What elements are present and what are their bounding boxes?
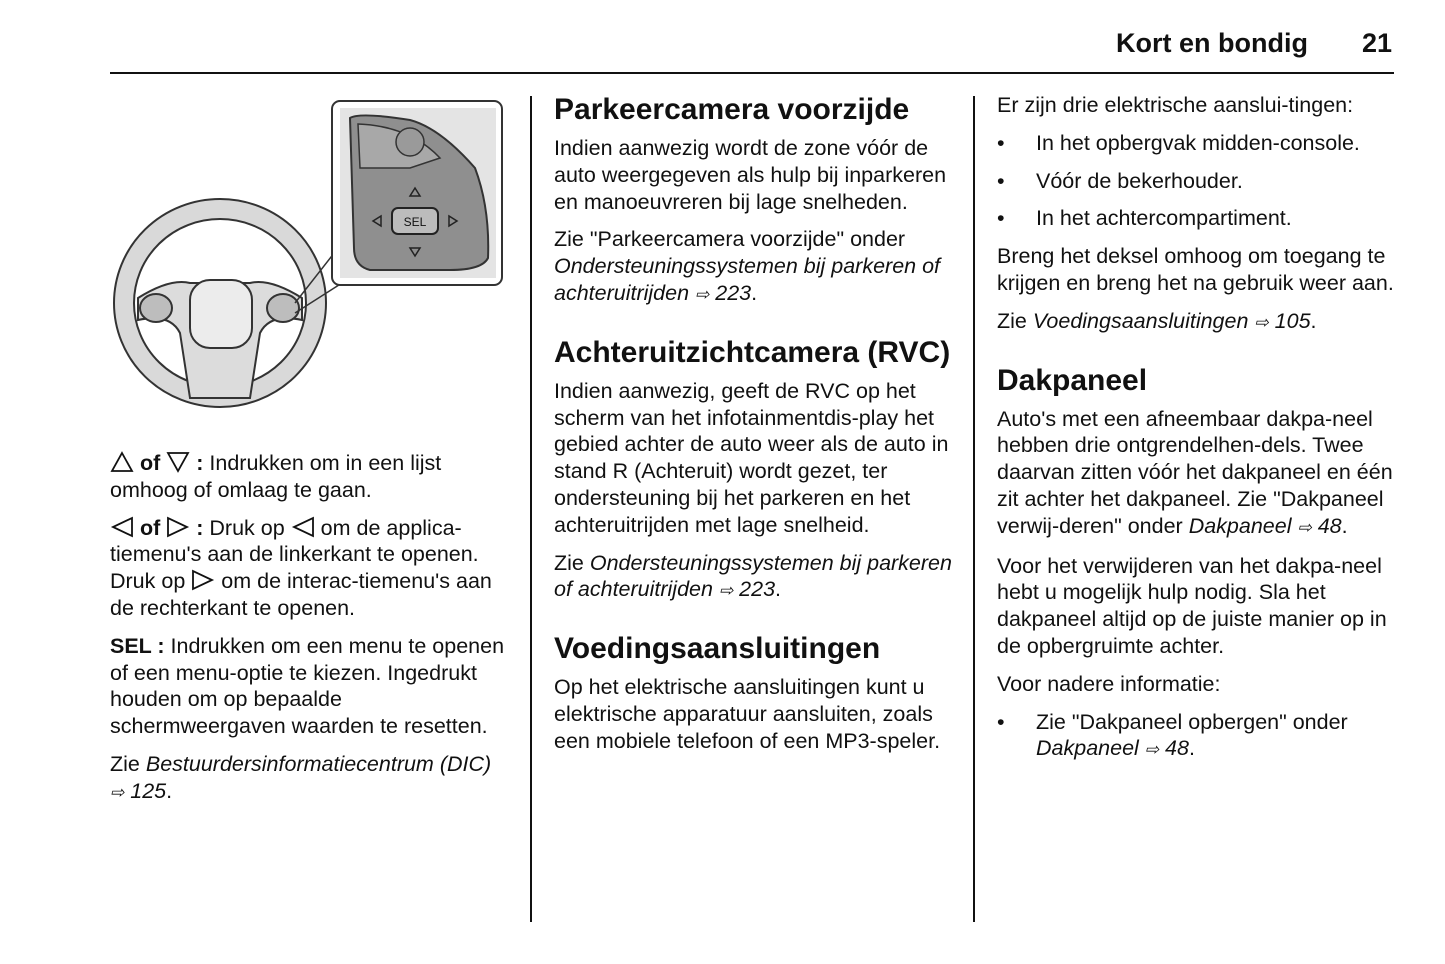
- heading-parkeercamera: Parkeercamera voorzijde: [554, 93, 910, 126]
- column-divider: [973, 96, 975, 922]
- column-3: [997, 92, 1397, 775]
- page-arrow-icon: ⇨: [695, 284, 710, 304]
- paragraph: Indien aanwezig, geeft de RVC op het scherm van het infotainmentdis-play het gebied achter de auto weer als de auto in stand R (Achteruit) wordt gezet, ter ondersteuning bij het parkeren en het achteruitrijden met lage snelheid.: [554, 378, 949, 537]
- left-triangle-icon: [291, 516, 315, 538]
- column-divider: [530, 96, 532, 922]
- page-header: [110, 0, 1394, 74]
- heading-dakpaneel: Dakpaneel: [997, 363, 1148, 397]
- paragraph: Voor het verwijderen van het dakpa-neel hebt u mogelijk hulp nodig. Sla het dakpaneel altijd op de juiste manier op in de opbergruimte achter.: [997, 553, 1387, 658]
- paragraph: Op het elektrische aansluitingen kunt u elektrische apparatuur aansluiten, zoals een mobiele telefoon of een MP3-speler.: [554, 675, 941, 753]
- heading-rvc: Achteruitzichtcamera (RVC): [554, 335, 951, 369]
- page-arrow-icon: ⇨: [1297, 517, 1312, 537]
- left-triangle-icon: [110, 516, 134, 538]
- reference-link[interactable]: Ondersteuningssystemen bij parkeren of achteruitrijden: [554, 550, 952, 602]
- dic-link[interactable]: Bestuurdersinformatiecentrum (DIC): [145, 751, 492, 776]
- reference-link[interactable]: Voedingsaansluitingen: [1032, 308, 1249, 333]
- reference: Zie Voedingsaansluitingen ⇨ 105.: [997, 308, 1317, 333]
- dic-reference: Zie Bestuurdersinformatiecentrum (DIC) ⇨ 125.: [110, 751, 492, 803]
- paragraph: Breng het deksel omhoog om toegang te krijgen en breng het na gebruik weer aan.: [997, 244, 1394, 295]
- list-item: • Zie "Dakpaneel opbergen" onder Dakpaneel ⇨ 48.: [997, 709, 1348, 761]
- right-triangle-icon: [191, 569, 215, 591]
- outlet-list: [997, 130, 1397, 232]
- column-1: [110, 450, 510, 818]
- page-arrow-icon: ⇨: [718, 581, 734, 601]
- page-arrow-icon: ⇨: [110, 782, 125, 802]
- up-down-description: of : Indrukken om in een lijst omhoog of omlaag te gaan.: [110, 451, 442, 502]
- reference-link[interactable]: Dakpaneel: [1036, 736, 1139, 761]
- list-item: • Vóór de bekerhouder.: [997, 168, 1243, 193]
- column-2: [554, 92, 956, 766]
- left-right-description: of : Druk op om de applica-tiemenu's aan de linkerkant te openen. Druk op om de interac-tiemenu's aan de rechterkant te openen.: [110, 515, 492, 620]
- paragraph: Voor nadere informatie:: [997, 671, 1221, 696]
- reference: Zie Ondersteuningssystemen bij parkeren of achteruitrijden ⇨ 223.: [554, 550, 952, 602]
- info-list: [997, 709, 1397, 765]
- list-item: • In het opbergvak midden-console.: [997, 130, 1360, 155]
- page-arrow-icon: ⇨: [1144, 740, 1160, 760]
- right-triangle-icon: [166, 516, 190, 538]
- paragraph: Er zijn drie elektrische aanslui-tingen:: [997, 93, 1354, 117]
- heading-voedingsaansluitingen: Voedingsaansluitingen: [554, 632, 881, 666]
- sel-description: SEL : Indrukken om een menu te openen of een menu-optie te kiezen. Ingedrukt houden om op bepaalde schermweergaven waarden te resetten.: [110, 633, 505, 739]
- page-number: 21: [1361, 28, 1392, 58]
- steering-wheel-illustration: [110, 98, 505, 418]
- reference-link[interactable]: Dakpaneel: [1188, 513, 1292, 538]
- list-item: • In het achtercompartiment.: [997, 206, 1292, 231]
- down-triangle-icon: [166, 451, 190, 473]
- sel-button-label: SEL: [403, 215, 427, 229]
- chapter-title: Kort en bondig: [1116, 28, 1308, 58]
- up-triangle-icon: [110, 451, 134, 473]
- reference-link[interactable]: Ondersteuningssystemen bij parkeren of achteruitrijden: [554, 254, 941, 305]
- page-arrow-icon: ⇨: [1254, 312, 1269, 332]
- reference: Zie "Parkeercamera voorzijde" onder Ondersteuningssystemen bij parkeren of achteruitrijden ⇨ 223.: [554, 227, 941, 305]
- paragraph: Indien aanwezig wordt de zone vóór de auto weergegeven als hulp bij inparkeren en manoeuvreren bij lage snelheden.: [554, 136, 947, 214]
- paragraph: Auto's met een afneembaar dakpa-neel hebben drie ontgrendelhen-dels. Twee daarvan zitten vóór het dakpaneel en één zit achter het dakpaneel. Zie "Dakpaneel verwij-deren" onder Dakpaneel ⇨ 48.: [997, 406, 1393, 538]
